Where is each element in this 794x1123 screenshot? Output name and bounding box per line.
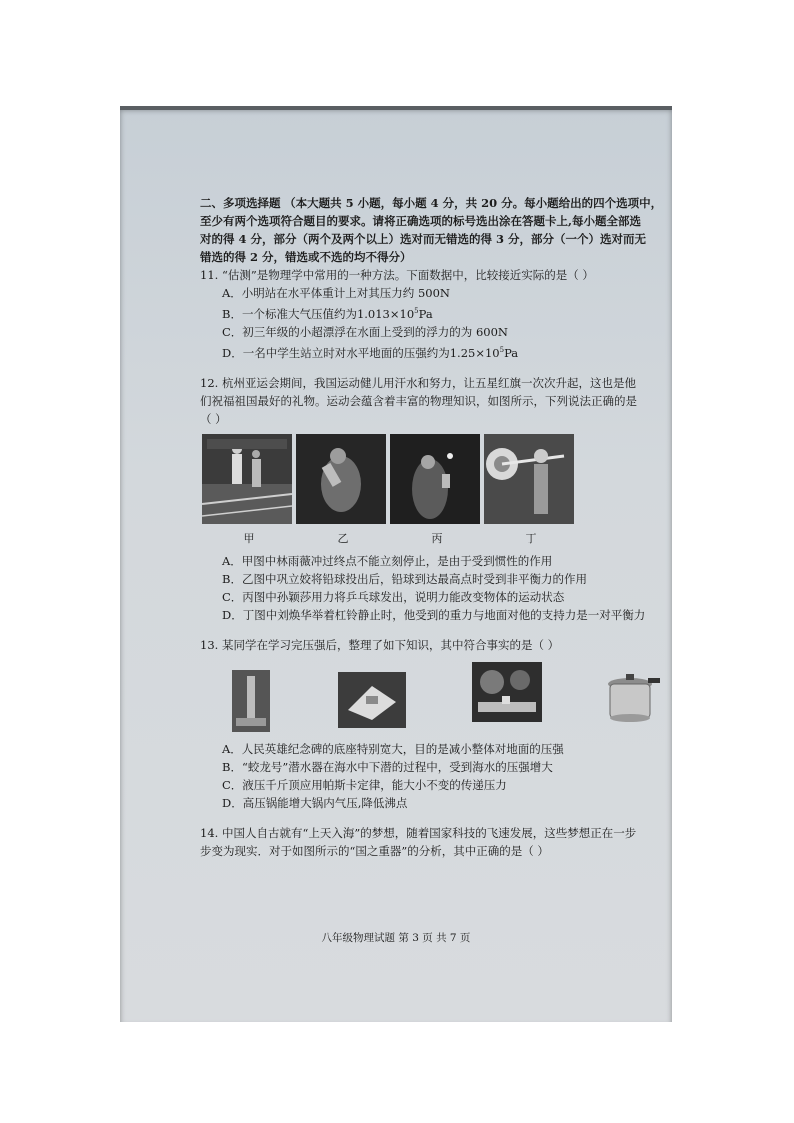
photo-jia-hurdles <box>202 434 292 524</box>
q13-photo-row <box>200 662 670 740</box>
q12-stem-line-2: 们祝福祖国最好的礼物。运动会蕴含着丰富的物理知识，如图所示，下列说法正确的是 <box>200 393 637 408</box>
section-heading: 二、多项选择题 <box>200 196 281 210</box>
photo-yi-shot-put <box>296 434 386 524</box>
q13-stem: 13. 某同学在学习完压强后，整理了如下知识，其中符合事实的是（ ） <box>200 637 560 652</box>
q12-option-c: C．丙图中孙颖莎用力将乒乓球发出，说明力能改变物体的运动状态 <box>222 589 565 604</box>
q12-option-b: B．乙图中巩立姣将铅球投出后，铅球到达最高点时受到非平衡力的作用 <box>222 571 587 586</box>
section-header <box>200 194 670 212</box>
section-intro-line-3: 对的得 4 分，部分（两个及两个以上）选对而无错选的得 3 分，部分（一个）选对而无 <box>200 232 647 246</box>
exam-content <box>200 194 670 860</box>
q12-captions <box>202 530 670 548</box>
photo-hydraulic-jack <box>472 662 542 722</box>
caption-bing: 丙 <box>431 531 443 545</box>
q11-option-d-unit: Pa <box>504 345 519 360</box>
q11-option-b-text: B．一个标准大气压值约为1.013×10 <box>222 306 415 321</box>
q11-option-d <box>200 341 670 362</box>
q11-option-d-text: D．一名中学生站立时对水平地面的压强约为1.25×10 <box>222 345 500 360</box>
section-intro-line-1: （本大题共 5 小题，每小题 4 分，共 20 分。每小题给出的四个选项中， <box>284 196 663 210</box>
q13-option-c: C．液压千斤顶应用帕斯卡定律，能大小不变的传递压力 <box>222 777 507 792</box>
q11-stem: 11. “估测”是物理学中常用的一种方法。下面数据中，比较接近实际的是（ ） <box>200 268 594 282</box>
q11-option-b-unit: Pa <box>418 306 433 321</box>
caption-jia: 甲 <box>243 531 255 545</box>
q13-option-b: B．“蛟龙号”潜水器在海水中下潜的过程中，受到海水的压强增大 <box>222 759 553 774</box>
q11-option-a: A．小明站在水平体重计上对其压力约 500N <box>222 286 450 300</box>
q12-stem-line-1: 12. 杭州亚运会期间，我国运动健儿用汗水和努力，让五星红旗一次次升起，这也是他 <box>200 375 636 390</box>
q11-option-d-exponent: 5 <box>499 345 505 354</box>
q13-option-d: D．高压锅能增大锅内气压,降低沸点 <box>222 795 408 810</box>
q13-option-a: A．人民英雄纪念碑的底座特别宽大，目的是减小整体对地面的压强 <box>222 741 564 756</box>
q12-option-a: A．甲图中林雨薇冲过终点不能立刻停止，是由于受到惯性的作用 <box>222 553 553 568</box>
caption-ding: 丁 <box>525 531 537 545</box>
q11-option-c: C．初三年级的小超漂浮在水面上受到的浮力的为 600N <box>222 324 508 339</box>
q12-photo-strip <box>202 434 670 524</box>
photo-ding-weightlifting <box>484 434 574 524</box>
photo-submarine <box>338 672 406 728</box>
section-intro-line-4: 错选的得 2 分，错选或不选的均不得分） <box>200 250 412 264</box>
caption-yi: 乙 <box>337 531 349 545</box>
q12-stem-line-3: （ ） <box>200 411 227 426</box>
photo-bing-table-tennis <box>390 434 480 524</box>
q11-option-b-exponent: 5 <box>414 307 419 315</box>
q12-option-d: D．丁图中刘焕华举着杠铃静止时，他受到的重力与地面对他的支持力是一对平衡力 <box>222 607 646 622</box>
pressure-cooker-icon <box>604 666 660 726</box>
exam-sheet <box>120 106 672 1022</box>
q14-stem-line-1: 14. 中国人自古就有“上天入海”的梦想，随着国家科技的飞速发展，这些梦想正在一步 <box>200 825 637 840</box>
q14-stem-line-2: 步变为现实．对于如图所示的“国之重器”的分析，其中正确的是（ ） <box>200 843 549 858</box>
q11-option-b <box>200 302 670 323</box>
section-intro-line-2: 至少有两个选项符合题目的要求。请将正确选项的标号选出涂在答题卡上,每小题全部选 <box>200 214 641 228</box>
page-footer: 八年级物理试题 第 3 页 共 7 页 <box>321 932 471 944</box>
photo-monument <box>232 670 270 732</box>
